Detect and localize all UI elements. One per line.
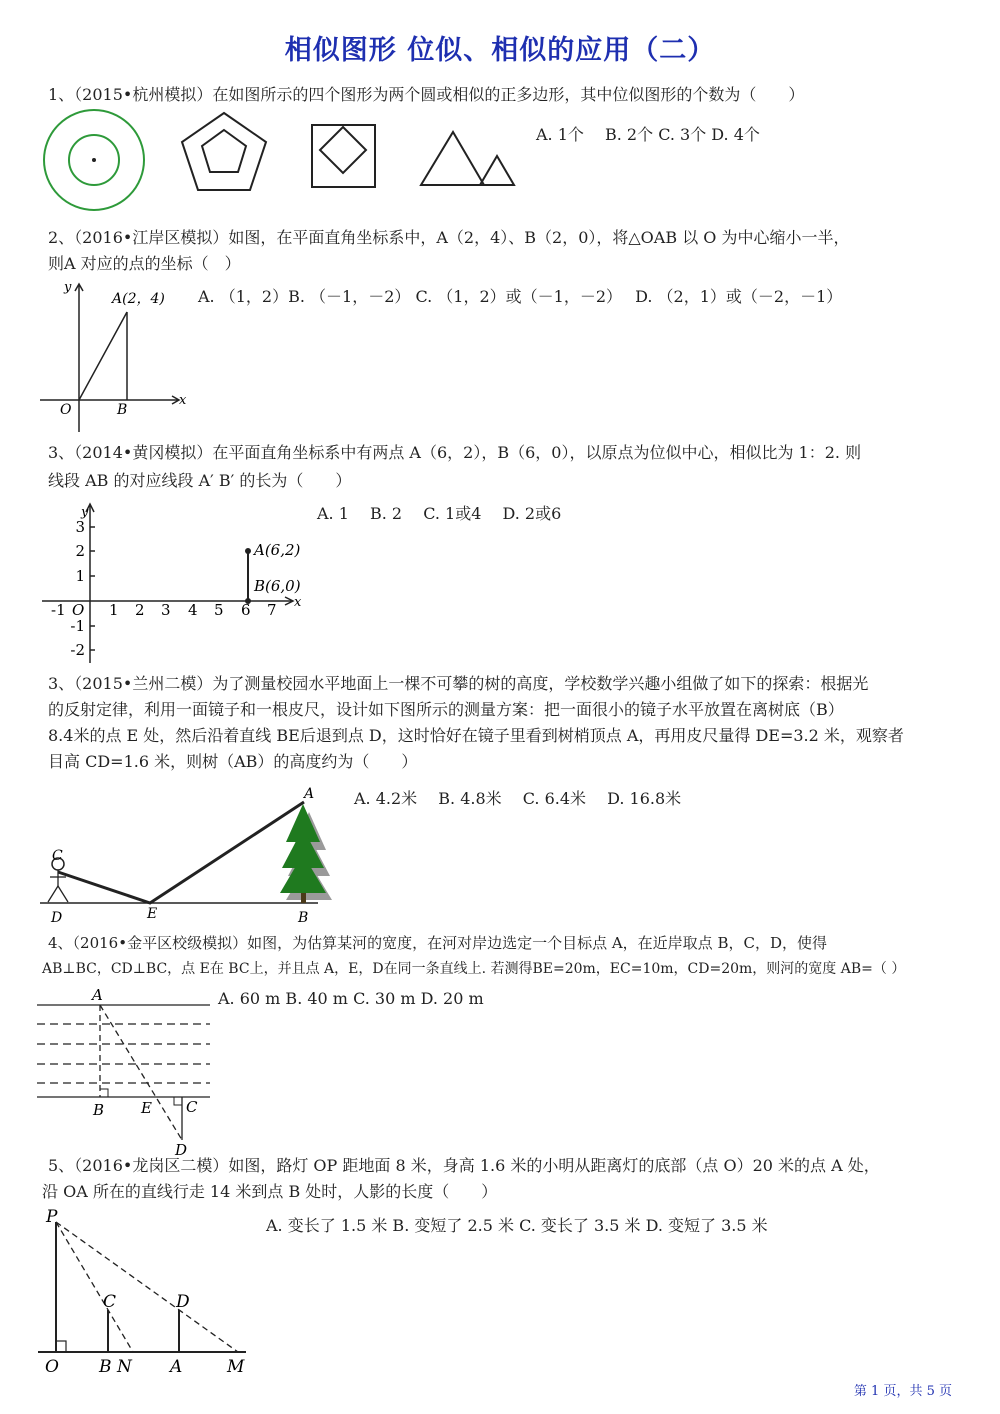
q3-xtick: 4	[188, 601, 198, 619]
q5-text-line1: 4、（2016•金平区校级模拟）如图，为估算某河的宽度，在河对岸边选定一个目标点 A，在近岸取点 B，C，D，使得	[48, 934, 827, 952]
q3-ytick: -2	[70, 641, 85, 659]
q6-label-A: A	[170, 1357, 183, 1377]
q3-xtick: 5	[214, 601, 224, 619]
q5-text-line2: AB⊥BC，CD⊥BC，点 E在 BC上，并且点 A，E，D在同一条直线上. 若测得BE=20m，EC=10m，CD=20m，则河的宽度 AB=（ ）	[42, 961, 906, 977]
q3-xtick: 6	[241, 601, 251, 619]
q6-label-B: B	[99, 1357, 112, 1377]
page-title: 相似图形 位似、相似的应用（二）	[284, 35, 716, 66]
q6-label-P: P	[46, 1207, 58, 1227]
q6-label-N: N	[117, 1357, 132, 1377]
q6-lamp-figure	[38, 1222, 246, 1352]
q3-label-y: y	[81, 505, 89, 520]
q3-xtick: 3	[161, 601, 171, 619]
q2-label-A: A(2，4)	[112, 291, 165, 307]
q2-label-B: B	[117, 402, 128, 418]
q5-river-figure	[37, 1005, 210, 1140]
q1-circle-center	[92, 158, 96, 162]
q3-ytick: 1	[75, 567, 85, 585]
q3-options: A. 1 B. 2 C. 1或4 D. 2或6	[317, 504, 562, 523]
q3-text-line2: 线段 AB 的对应线段 A′ B′ 的长为（ ）	[48, 471, 352, 490]
q4-text-line4: 目高 CD=1.6 米，则树（AB）的高度约为（ ）	[48, 752, 418, 771]
q4-label-C: C	[52, 848, 63, 864]
q3-xtick: 2	[135, 601, 145, 619]
page-footer: 第 1 页，共 5 页	[853, 1384, 952, 1399]
q5-label-C: C	[186, 1098, 198, 1116]
q6-options: A. 变长了 1.5 米 B. 变短了 2.5 米 C. 变长了 3.5 米 D. 变短了 3.5 米	[266, 1216, 768, 1235]
q2-options: A. （1，2）B. （－1，－2） C. （1，2）或（－1，－2） D. （2，1）或（－2，－1）	[198, 287, 843, 306]
q1-triangles	[421, 132, 514, 185]
q6-label-C: C	[103, 1292, 117, 1312]
q3-ytick: 3	[75, 518, 85, 536]
q1-options: A. 1个 B. 2个 C. 3个 D. 4个	[536, 125, 760, 144]
q6-text-line1: 5、（2016•龙岗区二模）如图，路灯 OP 距地面 8 米，身高 1.6 米的小明从距离灯的底部（点 O）20 米的点 A 处，	[48, 1156, 880, 1175]
q3-label-A: A(6,2)	[254, 541, 301, 559]
q2-label-O: O	[60, 402, 72, 418]
q3-xtick: -1	[51, 601, 66, 619]
q3-label-x: x	[294, 595, 302, 610]
q6-label-M: M	[227, 1357, 245, 1377]
q4-label-A: A	[304, 786, 315, 802]
q6-label-O: O	[45, 1357, 59, 1377]
q2-label-x: x	[179, 393, 187, 408]
q5-label-B: B	[93, 1101, 105, 1119]
q4-label-E: E	[147, 906, 158, 922]
q3-text-line1: 3、（2014•黄冈模拟）在平面直角坐标系中有两点 A（6，2），B（6，0），以原点为位似中心，相似比为 1：2. 则	[48, 443, 862, 462]
tree-icon	[280, 804, 332, 903]
q6-label-D: D	[176, 1292, 190, 1312]
q4-options: A. 4.2米 B. 4.8米 C. 6.4米 D. 16.8米	[354, 789, 682, 808]
q4-label-B: B	[298, 910, 309, 926]
q2-text-line1: 2、（2016•江岸区模拟）如图，在平面直角坐标系中，A（2，4）、B（2，0），将△OAB 以 O 为中心缩小一半，	[48, 228, 850, 247]
q5-label-E: E	[141, 1099, 152, 1117]
q3-ytick: 2	[75, 542, 85, 560]
q3-yticks	[70, 518, 85, 659]
q3-point-A	[245, 548, 251, 554]
q1-text: 1、（2015•杭州模拟）在如图所示的四个图形为两个圆或相似的正多边形，其中位似图形的个数为（ ）	[48, 85, 805, 104]
q1-squares	[312, 125, 375, 187]
q6-text-line2: 沿 OA 所在的直线行走 14 米到点 B 处时，人影的长度（ ）	[42, 1182, 498, 1201]
q5-label-D: D	[175, 1141, 188, 1159]
q4-text-line2: 的反射定律，利用一面镜子和一根皮尺，设计如下图所示的测量方案：把一面很小的镜子水平放置在离树底（B）	[48, 700, 844, 719]
q3-label-B: B(6,0)	[254, 577, 301, 595]
q2-label-y: y	[64, 280, 72, 295]
q4-mirror-figure	[40, 802, 318, 903]
q4-text-line3: 8.4米的点 E 处，然后沿着直线 BE后退到点 D，这时恰好在镜子里看到树梢顶点 A，再用皮尺量得 DE=3.2 米，观察者	[48, 726, 904, 745]
q4-text-line1: 3、（2015•兰州二模）为了测量校园水平地面上一棵不可攀的树的高度，学校数学兴趣小组做了如下的探索：根据光	[48, 674, 869, 693]
q2-text-line2: 则A 对应的点的坐标（ ）	[48, 254, 241, 273]
q3-label-O: O	[72, 601, 85, 619]
q4-label-D: D	[51, 910, 63, 926]
q3-xtick: 7	[267, 601, 277, 619]
q3-ytick: -1	[70, 617, 85, 635]
q3-xtick: 1	[109, 601, 119, 619]
q5-options: A. 60 m B. 40 m C. 30 m D. 20 m	[218, 989, 484, 1008]
q1-pentagons	[182, 113, 266, 190]
q5-label-A: A	[92, 986, 103, 1004]
